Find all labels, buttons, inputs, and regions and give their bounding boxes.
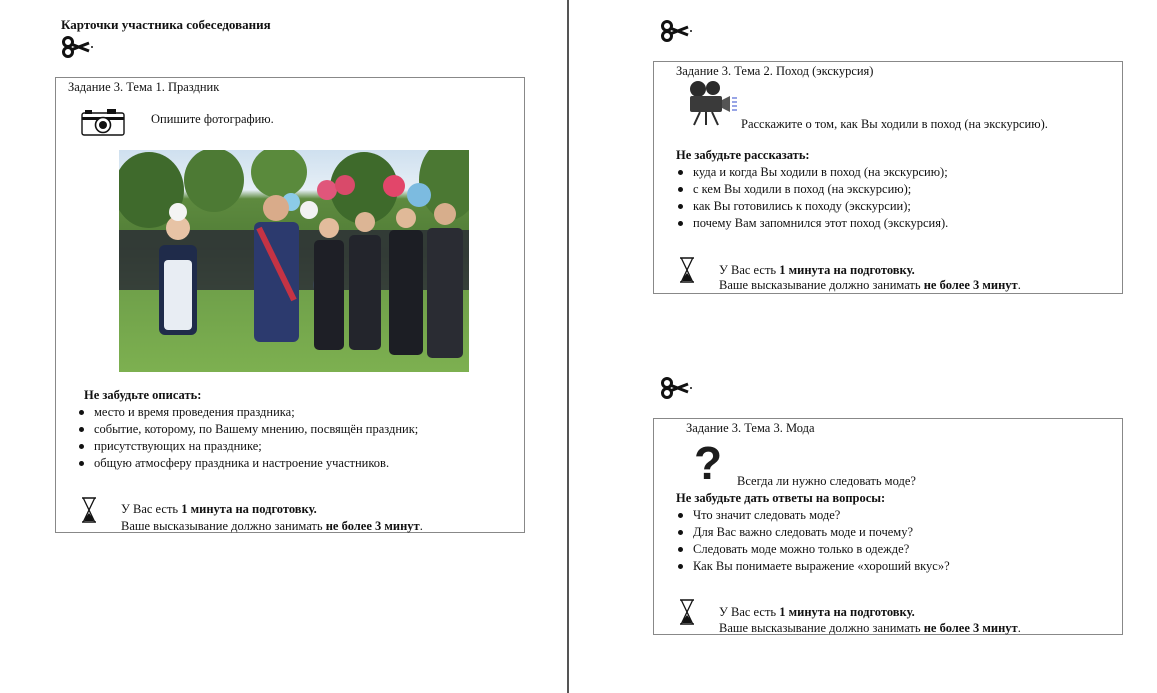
camera-icon	[81, 107, 125, 137]
card-1-instruction: Опишите фотографию.	[151, 112, 274, 126]
card-2-remember-heading: Не забудьте рассказать:	[676, 148, 810, 162]
list-item: присутствующих на празднике;	[77, 438, 418, 455]
card-1-remember-heading: Не забудьте описать:	[84, 388, 202, 402]
card-1-bullets	[77, 404, 418, 472]
card-1-title: Задание 3. Тема 1. Праздник	[68, 80, 220, 94]
hourglass-icon	[678, 599, 696, 625]
card-3-question: Всегда ли нужно следовать моде?	[737, 474, 916, 488]
list-item: Что значит следовать моде?	[676, 507, 950, 524]
list-item: почему Вам запомнился этот поход (экскурсия).	[676, 215, 948, 232]
card-3-title: Задание 3. Тема 3. Мода	[686, 421, 815, 435]
festival-photo	[119, 150, 469, 372]
hourglass-icon	[678, 257, 696, 283]
card-3-prep-time: У Вас есть 1 минута на подготовку.	[719, 605, 915, 619]
list-item: куда и когда Вы ходили в поход (на экскурсию);	[676, 164, 948, 181]
list-item: как Вы готовились к походу (экскурсии);	[676, 198, 948, 215]
list-item: с кем Вы ходили в поход (на экскурсию);	[676, 181, 948, 198]
list-item: место и время проведения праздника;	[77, 404, 418, 421]
list-item: событие, которому, по Вашему мнению, посвящён праздник;	[77, 421, 418, 438]
scissors-icon	[61, 36, 95, 58]
hourglass-icon	[80, 497, 98, 523]
list-item: Следовать моде можно только в одежде?	[676, 541, 950, 558]
list-item: Для Вас важно следовать моде и почему?	[676, 524, 950, 541]
film-projector-icon	[686, 80, 738, 126]
card-2-title: Задание 3. Тема 2. Поход (экскурсия)	[676, 64, 874, 78]
page-divider	[567, 0, 569, 693]
card-3-duration: Ваше высказывание должно занимать не более 3 минут.	[719, 621, 1021, 635]
page-title: Карточки участника собеседования	[61, 17, 271, 32]
card-2-prep-time: У Вас есть 1 минута на подготовку.	[719, 263, 915, 277]
card-2-duration: Ваше высказывание должно занимать не более 3 минут.	[719, 278, 1021, 292]
card-3-remember-heading: Не забудьте дать ответы на вопросы:	[676, 491, 886, 505]
scissors-icon	[660, 377, 694, 399]
card-1-duration: Ваше высказывание должно занимать не более 3 минут.	[121, 519, 423, 533]
list-item: Как Вы понимаете выражение «хороший вкус»?	[676, 558, 950, 575]
question-mark-icon: ?	[694, 437, 723, 489]
card-3-bullets	[676, 507, 950, 575]
list-item: общую атмосферу праздника и настроение участников.	[77, 455, 418, 472]
card-2-bullets	[676, 164, 948, 232]
card-2-instruction: Расскажите о том, как Вы ходили в поход (на экскурсию).	[741, 117, 1048, 131]
card-1-prep-time: У Вас есть 1 минута на подготовку.	[121, 502, 317, 516]
scissors-icon	[660, 20, 694, 42]
